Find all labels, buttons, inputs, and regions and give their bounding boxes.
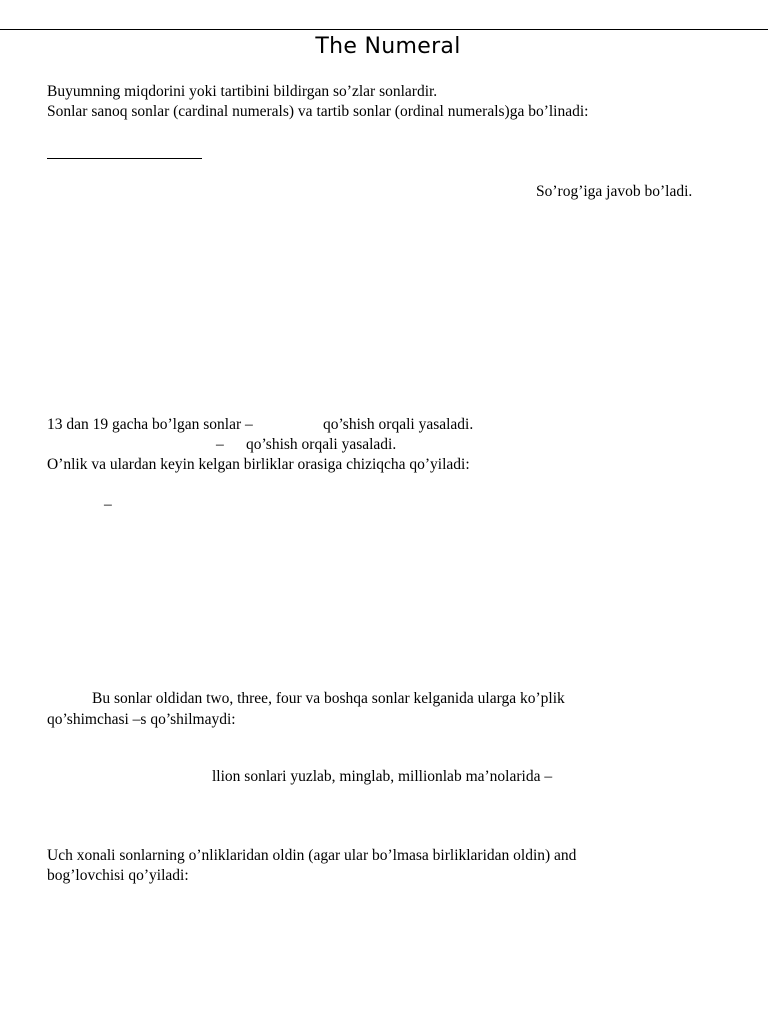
tens-suffix: qo’shish orqali yasaladi.: [246, 436, 397, 453]
teens-prefix: 13 dan 19 gacha bo’lgan sonlar –: [47, 416, 253, 433]
intro-line-1: Buyumning miqdorini yoki tartibini bildirgan so’zlar sonlardir.: [47, 83, 438, 100]
and-line-2: bog’lovchisi qo’yiladi:: [47, 867, 189, 884]
hyphen-rule: O’nlik va ulardan keyin kelgan birliklar orasiga chiziqcha qo’yiladi:: [47, 456, 470, 473]
plural-line-1: Bu sonlar oldidan two, three, four va boshqa sonlar kelganida ularga ko’plik: [92, 690, 565, 707]
and-line-1: Uch xonali sonlarning o’nliklaridan oldin (agar ular bo’lmasa birliklaridan oldin) and: [47, 847, 577, 864]
hyphen-dash: –: [104, 496, 112, 513]
blank-underline: [47, 158, 202, 159]
top-rule: [0, 29, 768, 30]
page-title: The Numeral: [315, 34, 461, 59]
intro-line-2: Sonlar sanoq sonlar (cardinal numerals) va tartib sonlar (ordinal numerals)ga bo’linadi:: [47, 103, 589, 120]
teens-suffix: qo’shish orqali yasaladi.: [323, 416, 474, 433]
tens-dash: –: [216, 436, 224, 453]
llion-line: llion sonlari yuzlab, minglab, millionlab ma’nolarida –: [212, 768, 553, 785]
plural-line-2: qo’shimchasi –s qo’shilmaydi:: [47, 711, 236, 728]
question-note: So’rog’iga javob bo’ladi.: [536, 183, 693, 200]
